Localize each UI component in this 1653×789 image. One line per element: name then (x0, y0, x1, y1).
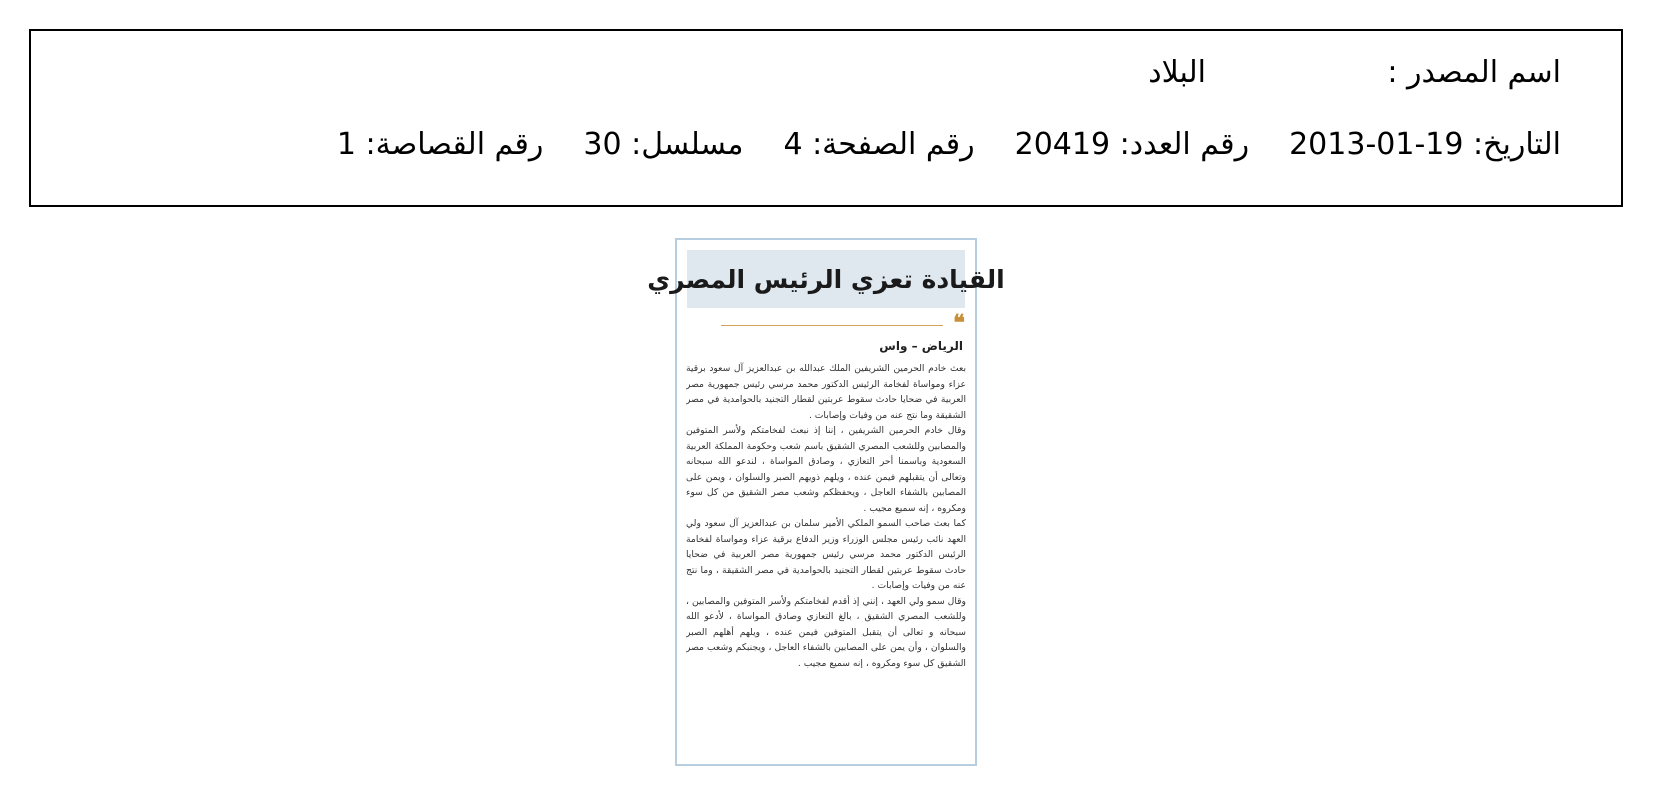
source-label: اسم المصدر : (1387, 55, 1561, 90)
serial-field: مسلسل: 30 (583, 127, 744, 162)
date-field: التاريخ: 19-01-2013 (1289, 127, 1561, 162)
newspaper-clipping (647, 238, 1005, 766)
article-paragraph: بعث خادم الحرمين الشريفين الملك عبدالله بن عبدالعزيز آل سعود برقية عزاء ومواساة لفخامة الرئيس الدكتور محمد مرسي رئيس جمهورية مصر العربية في ضحايا حادث سقوط عربتين لقطار التجنيد بالحوامدية في مصر الشقيقة وما نتج عنه من وفيات وإصابات . (686, 363, 966, 421)
article-paragraph: كما بعث صاحب السمو الملكي الأمير سلمان بن عبدالعزيز آل سعود ولي العهد نائب رئيس مجلس الوزراء وزير الدفاع برقية عزاء ومواساة لفخامة الرئيس الدكتور محمد مرسي رئيس جمهورية مصر العربية في ضحايا حادث سقوط عربتين لقطار التجنيد بالحوامدية في مصر الشقيقة ، وما نتج عنه من وفيات وإصابات . (686, 518, 966, 591)
issue-number-field: رقم العدد: 20419 (1014, 127, 1250, 162)
page-number-field: رقم الصفحة: 4 (783, 127, 975, 162)
article-paragraph: وقال سمو ولي العهد ، إنني إذ أقدم لفخامتكم ولأسر المتوفين والمصابين ، وللشعب المصري الشقيق ، بالغ التعازي وصادق المواساة ، لأدعو الله سبحانه و تعالى أن يتقبل المتوفين فيمن عنده ، ويلهم أهلهم الصبر والسلوان ، وأن يمن على المصابين بالشفاء العاجل ، ويجنبكم وشعب مصر الشقيق كل سوء ومكروه ، إنه سميع مجيب . (686, 595, 966, 669)
quote-icon: ❝ (953, 310, 965, 336)
article-paragraph: وقال خادم الحرمين الشريفين ، إننا إذ نبعث لفخامتكم ولأسر المتوفين والمصابين وللشعب المصري الشقيق باسم شعب وحكومة المملكة العربية السعودية وباسمنا أحر التعازي ، وصادق المواساة ، لندعو الله سبحانه وتعالى أن يتقبلهم فيمن عنده ، ويلهم ذويهم الصبر والسلوان ، ويمن على المصابين بالشفاء العاجل ، ويحفظكم وشعب مصر الشقيق من كل سوء ومكروه ، إنه سميع مجيب . (686, 425, 966, 514)
divider-line (721, 325, 943, 326)
source-value: البلاد (1148, 55, 1206, 90)
headline-bar (647, 250, 1005, 308)
article-body (686, 361, 966, 758)
metadata-row (337, 125, 1561, 165)
quote-divider (687, 310, 965, 336)
headline: القيادة تعزي الرئيس المصري (647, 264, 1005, 294)
source-info-box (29, 29, 1623, 207)
clip-number-field: رقم القصاصة: 1 (336, 127, 544, 162)
dateline: الرياض – واس (879, 339, 963, 353)
